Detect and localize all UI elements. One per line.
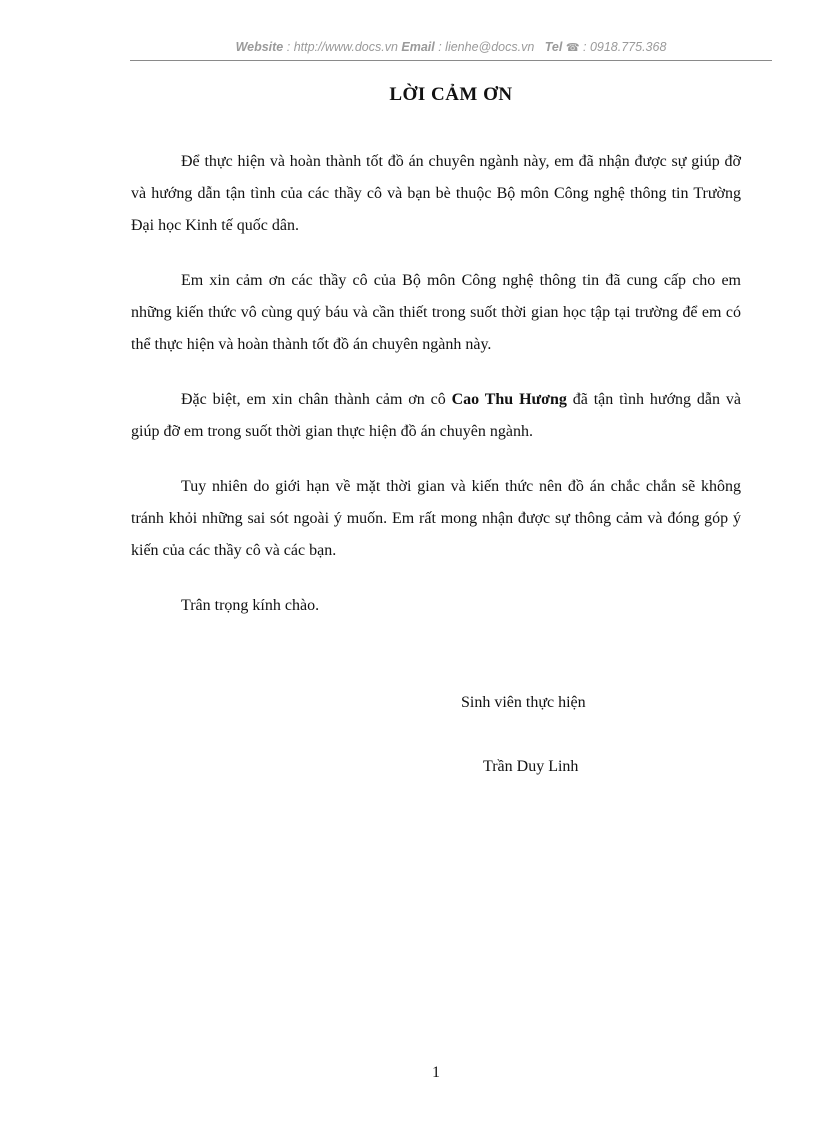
paragraph-3-after: đã tận tình hướng dẫn và giúp đỡ em trong suốt thời gian thực hiện đồ án chuyên ngành. [131,391,741,440]
page-header [130,40,772,54]
signature-role: Sinh viên thực hiện [461,694,586,711]
email-value: lienhe@docs.vn [445,40,535,54]
page-number: 1 [432,1064,440,1081]
supervisor-name: Cao Thu Hương [451,391,567,408]
tel-value: 0918.775.368 [589,40,667,54]
tel-separator: : [579,40,590,54]
paragraph-4: Tuy nhiên do giới hạn về mặt thời gian và kiến thức nên đồ án chắc chắn sẽ không tránh khỏi những sai sót ngoài ý muốn. Em rất mong nhận được sự thông cảm và đóng góp ý kiến của các thầy cô và các bạn. [131,478,741,559]
paragraph-1: Để thực hiện và hoàn thành tốt đồ án chuyên ngành này, em đã nhận được sự giúp đỡ và hướng dẫn tận tình của các thầy cô và bạn bè thuộc Bộ môn Công nghệ thông tin Trường Đại học Kinh tế quốc dân. [131,153,741,234]
email-separator: : [434,40,446,54]
website-label: Website [235,40,284,54]
document-title: LỜI CẢM ƠN [389,84,513,105]
phone-icon: ☎ [565,42,580,54]
header-divider [130,60,772,61]
paragraph-3-before: Đặc biệt, em xin chân thành cảm ơn cô [181,391,452,408]
closing-line: Trân trọng kính chào. [181,597,320,614]
signature-name: Trần Duy Linh [483,758,579,775]
email-label: Email [401,40,435,54]
paragraph-3 [131,384,741,448]
tel-label: Tel [544,40,563,54]
website-separator: : [283,40,294,54]
paragraph-2: Em xin cảm ơn các thầy cô của Bộ môn Công nghệ thông tin đã cung cấp cho em những kiến thức vô cùng quý báu và cần thiết trong suốt thời gian học tập tại trường để em có thể thực hiện và hoàn thành tốt đồ án chuyên ngành này. [131,272,741,353]
document-body [131,146,741,622]
website-value: http://www.docs.vn [293,40,398,54]
